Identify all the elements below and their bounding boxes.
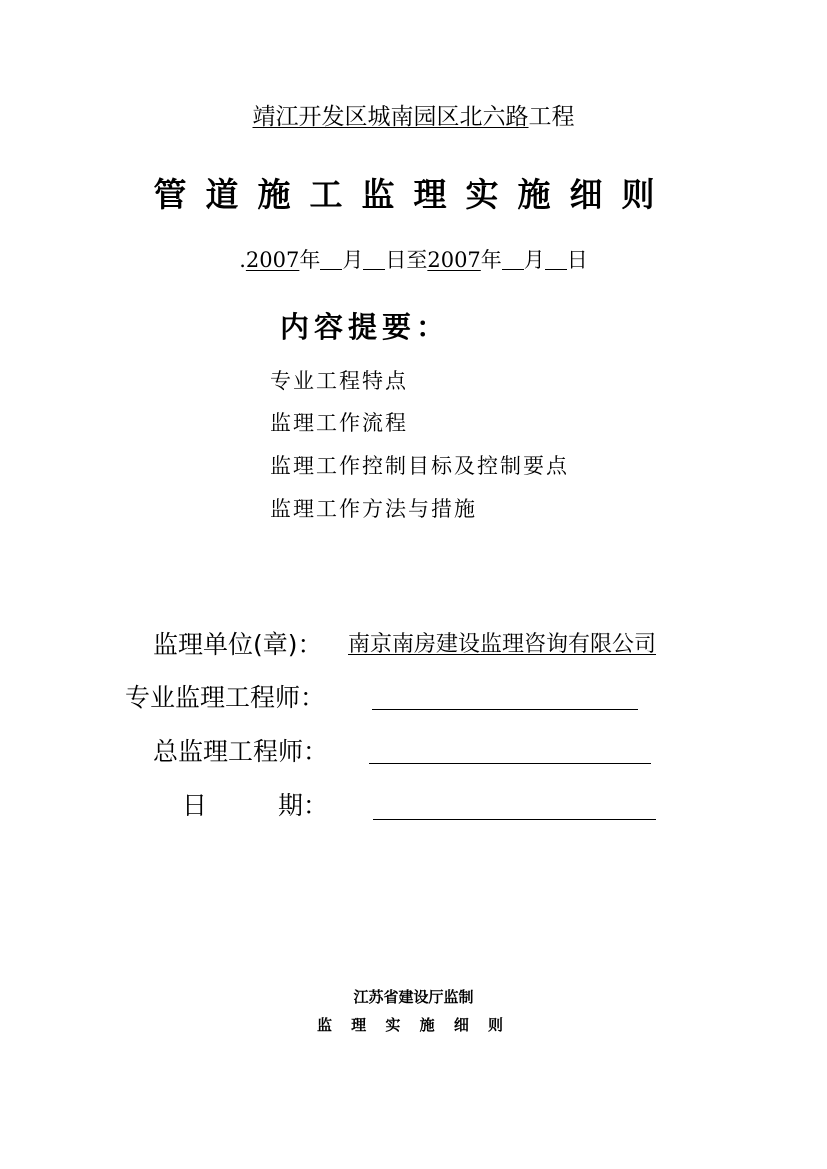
start-day-char: 日 bbox=[385, 248, 407, 272]
end-month-blank bbox=[502, 247, 524, 270]
start-day-blank bbox=[363, 247, 385, 270]
chief-engineer-signature-line[interactable] bbox=[369, 762, 651, 764]
document-title: 管道施工监理实施细则 bbox=[153, 175, 674, 214]
start-month-blank bbox=[320, 247, 342, 270]
to-char: 至 bbox=[406, 248, 428, 272]
date-label-first-char: 日 bbox=[182, 791, 208, 820]
end-year: 2007 bbox=[427, 248, 481, 272]
end-year-char: 年 bbox=[480, 248, 502, 272]
date-range-line bbox=[0, 244, 827, 276]
footer-issuer: 江苏省建设厅监制 bbox=[353, 988, 474, 1006]
project-title-line bbox=[0, 100, 827, 134]
footer-doc-type: 监 理 实 施 细 则 bbox=[316, 1016, 511, 1034]
summary-item: 监理工作控制目标及控制要点 bbox=[270, 454, 569, 478]
date-label-rest: 期： bbox=[278, 791, 329, 820]
date-signature-line[interactable] bbox=[373, 818, 656, 820]
start-month-char: 月 bbox=[342, 248, 364, 272]
project-name: 靖江开发区城南园区北六路 bbox=[252, 104, 529, 130]
end-day-blank bbox=[545, 247, 567, 270]
chief-engineer-label: 总监理工程师： bbox=[153, 737, 329, 766]
summary-item: 监理工作方法与措施 bbox=[270, 497, 477, 521]
project-suffix: 工程 bbox=[528, 104, 575, 130]
start-year-char: 年 bbox=[299, 248, 321, 272]
end-month-char: 月 bbox=[523, 248, 545, 272]
summary-item: 专业工程特点 bbox=[270, 369, 408, 393]
summary-heading: 内容提要： bbox=[280, 310, 451, 344]
supervision-unit-label: 监理单位(章)： bbox=[153, 630, 323, 659]
summary-item: 监理工作流程 bbox=[270, 411, 408, 435]
supervision-unit-value: 南京南房建设监理咨询有限公司 bbox=[348, 632, 657, 657]
specialty-engineer-signature-line[interactable] bbox=[372, 708, 638, 710]
specialty-engineer-label: 专业监理工程师： bbox=[125, 683, 326, 712]
date-prefix: . bbox=[239, 248, 246, 272]
end-day-char: 日 bbox=[566, 248, 588, 272]
start-year: 2007 bbox=[245, 248, 300, 272]
